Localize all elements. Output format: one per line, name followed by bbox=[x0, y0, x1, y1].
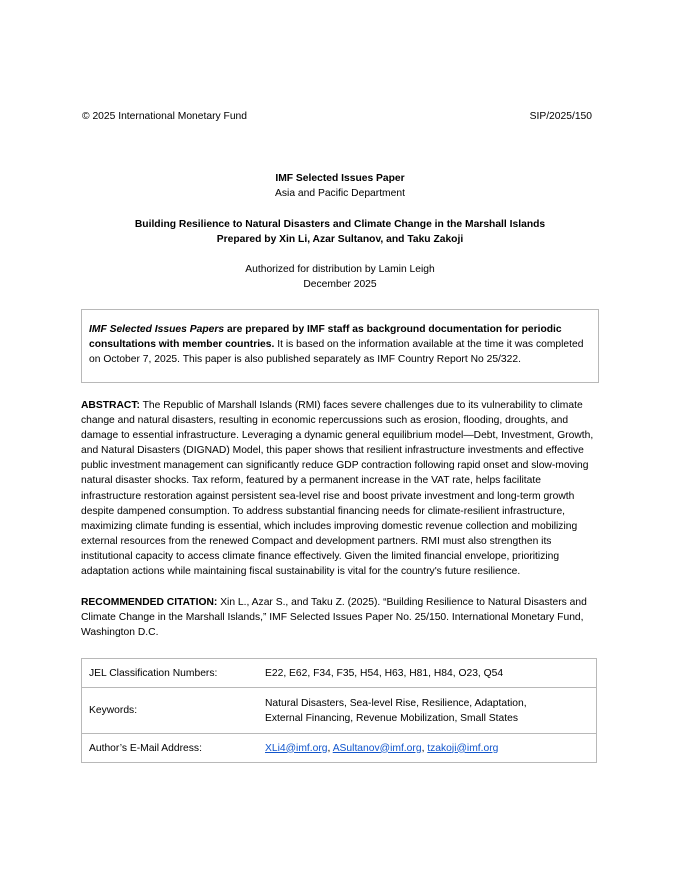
abstract-label: ABSTRACT: bbox=[81, 400, 140, 411]
citation-label: RECOMMENDED CITATION: bbox=[81, 597, 218, 608]
metadata-table bbox=[81, 658, 597, 763]
keywords-value bbox=[258, 688, 597, 734]
keywords-line-2: External Financing, Revenue Mobilization, Small States bbox=[265, 712, 518, 724]
table-row bbox=[82, 659, 597, 688]
disclaimer-text: It is based on the information available at the time it was completed on October 7, 2025. This paper is also published separately as IMF Country Report No 25/322. bbox=[89, 339, 584, 366]
email-separator: , bbox=[421, 742, 428, 754]
citation-text: Xin L., Azar S., and Taku Z. (2025). “Building Resilience to Natural Disasters and Climate Change in the Marshall Islands,” IMF Selected Issues Paper No. 25/150. International Monetary Fund, Washington D.C. bbox=[81, 597, 587, 639]
document-number: SIP/2025/150 bbox=[529, 111, 592, 122]
series-title: IMF Selected Issues Paper bbox=[275, 173, 405, 184]
email-link-tzakoji[interactable]: tzakoji@imf.org bbox=[427, 742, 499, 754]
paper-title: Building Resilience to Natural Disasters and Climate Change in the Marshall Islands bbox=[134, 219, 546, 230]
jel-label: JEL Classification Numbers: bbox=[82, 659, 259, 688]
authors: Prepared by Xin Li, Azar Sultanov, and Taku Zakoji bbox=[216, 234, 464, 245]
authorized-by: Authorized for distribution by Lamin Leigh bbox=[245, 264, 435, 275]
disclaimer-box bbox=[81, 309, 599, 383]
citation bbox=[81, 595, 601, 640]
email-value bbox=[258, 734, 597, 763]
department: Asia and Pacific Department bbox=[275, 188, 405, 199]
abstract bbox=[81, 398, 601, 579]
abstract-text: The Republic of Marshall Islands (RMI) faces severe challenges due to its vulnerability to climate change and natural disasters, resulting in economic repercussions such as erosion, flooding, droughts, and damage to essential infrastructure. Leveraging a dynamic general equilibrium model—Debt, Investment, Growth, and Natural Disasters (DIGNAD) Model, this paper shows that resilient infrastructure investments and effective public investment management can significantly reduce GDP contraction following rapid onset and slow-moving natural disaster shocks. Tax reform, featured by a permanent increase in the VAT rate, helps facilitate infrastructure restoration against persistent sea-level rise and boost private investment and long-term growth despite dampened consumption. To address substantial financing needs for climate-resilient infrastructure, maximizing climate funding is essential, which includes improving domestic revenue collection and mobilizing external resources from the renewed Compact and development partners. RMI must also strengthen its institutional capacity to access climate finance effectively. Given the limited financial envelope, prioritizing adaptation actions while maintaining fiscal sustainability is vital for the country's future resilience. bbox=[81, 400, 594, 578]
disclaimer-lead: IMF Selected Issues Papers bbox=[89, 324, 225, 335]
disclaimer-bold: are prepared by IMF staff as background documentation for periodic consultations with member countries. bbox=[89, 324, 562, 351]
jel-value: E22, E62, F34, F35, H54, H63, H81, H84, O23, Q54 bbox=[258, 659, 597, 688]
table-row bbox=[82, 688, 597, 734]
email-link-asultanov[interactable]: ASultanov@imf.org bbox=[332, 742, 422, 754]
page-header bbox=[82, 111, 592, 122]
keywords-line-1: Natural Disasters, Sea-level Rise, Resilience, Adaptation, bbox=[265, 697, 527, 709]
email-label: Author’s E-Mail Address: bbox=[82, 734, 259, 763]
publication-date: December 2025 bbox=[303, 279, 377, 290]
email-separator: , bbox=[327, 742, 333, 754]
keywords-label: Keywords: bbox=[82, 688, 259, 734]
email-link-xli[interactable]: XLi4@imf.org bbox=[265, 742, 328, 754]
copyright-text: © 2025 International Monetary Fund bbox=[82, 111, 248, 122]
table-row bbox=[82, 734, 597, 763]
